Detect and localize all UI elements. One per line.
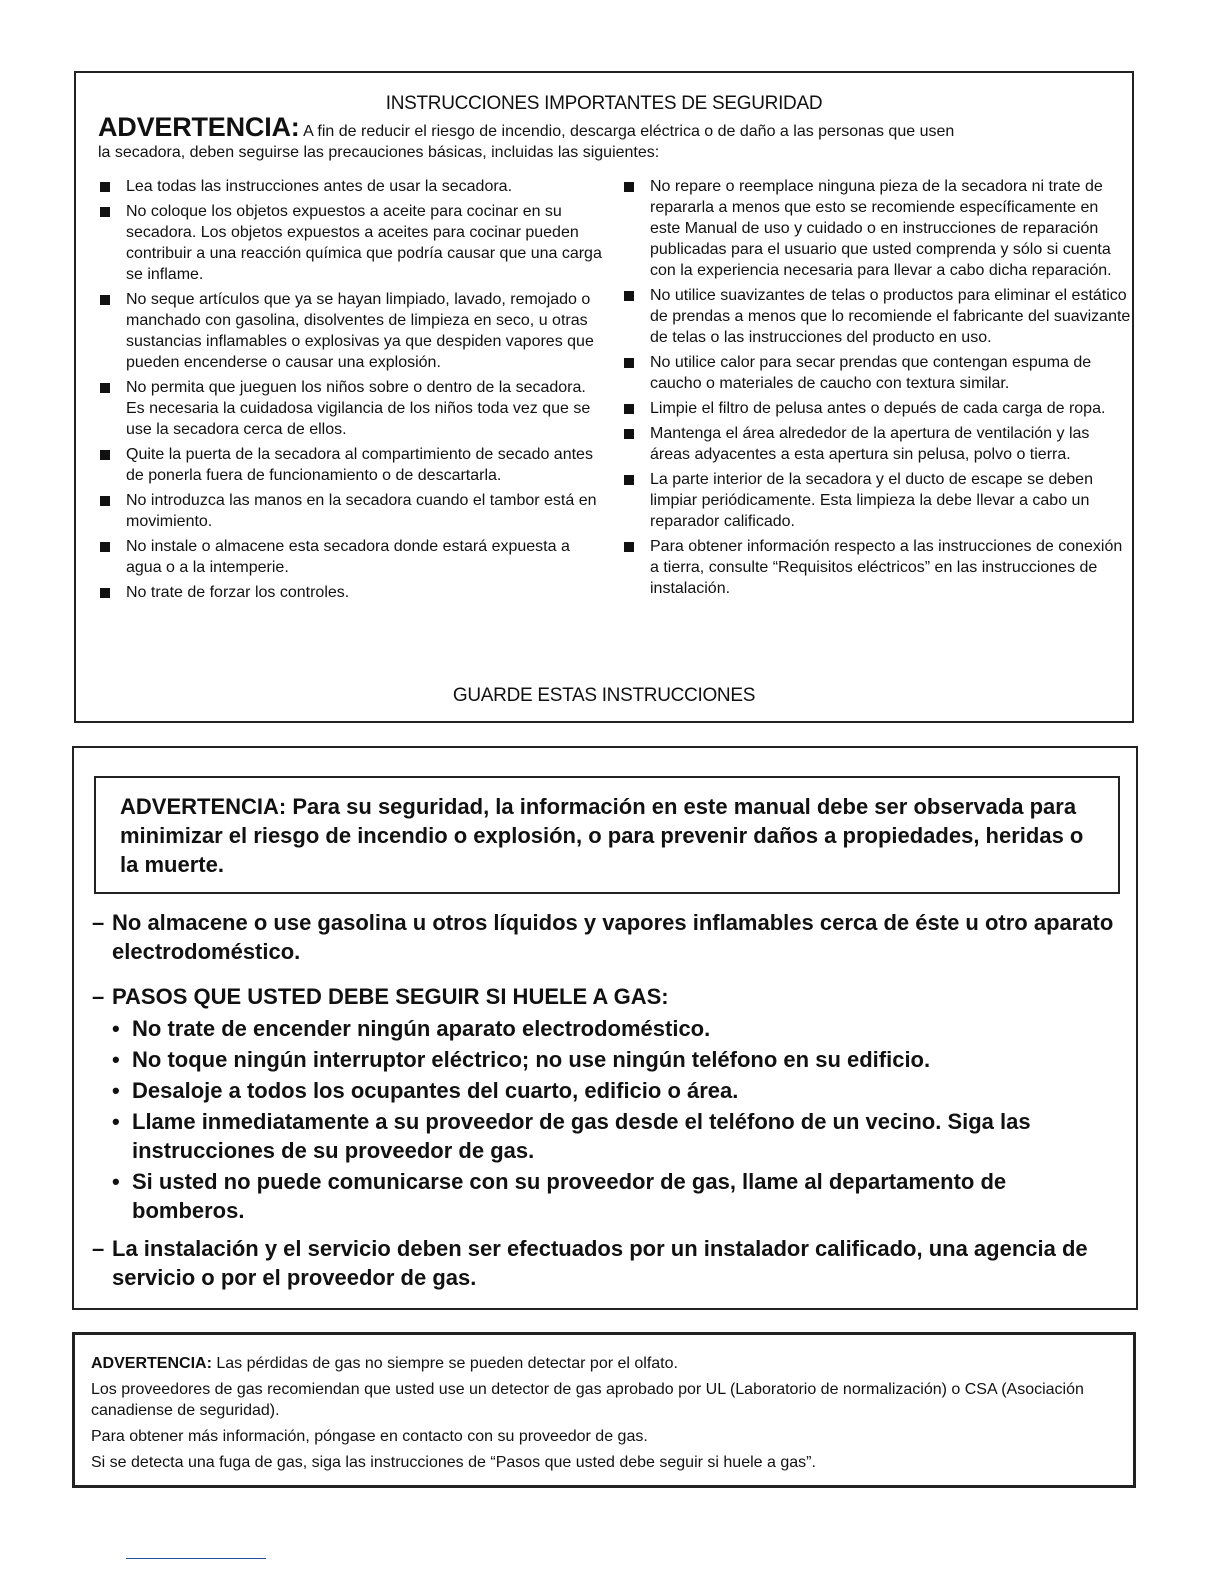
list-item: No coloque los objetos expuestos a aceite para cocinar en su secadora. Los objetos expuestos a aceites para cocinar pueden contribuir a una reacción química que podría causar que una carga se inflame. bbox=[98, 201, 608, 285]
left-column bbox=[98, 176, 608, 607]
square-bullet-icon bbox=[100, 295, 110, 305]
gas-leak-warning-box bbox=[72, 1332, 1136, 1488]
square-bullet-icon bbox=[100, 496, 110, 506]
list-item: No introduzca las manos en la secadora cuando el tambor está en movimiento. bbox=[98, 490, 608, 532]
list-item: • Llame inmediatamente a su proveedor de gas desde el teléfono de un vecino. Siga las instrucciones de su proveedor de gas. bbox=[112, 1109, 1031, 1163]
gas-leak-line2: Los proveedores de gas recomiendan que usted use un detector de gas aprobado por UL (Laboratorio de normalización) o CSA (Asociación canadiense de seguridad). bbox=[91, 1381, 1084, 1419]
warning-intro bbox=[98, 112, 1098, 163]
square-bullet-icon bbox=[624, 358, 634, 368]
list-item: No seque artículos que ya se hayan limpiado, lavado, remojado o manchado con gasolina, disolventes de limpieza en seco, u otras sustancias inflamables o explosivas ya que despiden vapores que pueden encenderse o causar una explosión. bbox=[98, 289, 608, 373]
gas-leak-line4: Si se detecta una fuga de gas, siga las instrucciones de “Pasos que usted debe seguir si huele a gas”. bbox=[91, 1454, 816, 1471]
list-item: Para obtener información respecto a las instrucciones de conexión a tierra, consulte “Requisitos eléctricos” en las instrucciones de instalación. bbox=[622, 536, 1132, 599]
warning-word: ADVERTENCIA: bbox=[91, 1355, 212, 1372]
square-bullet-icon bbox=[624, 475, 634, 485]
square-bullet-icon bbox=[624, 542, 634, 552]
dot-bullet-icon: • bbox=[112, 1109, 120, 1134]
warning-text-line2: la secadora, deben seguirse las precauciones básicas, incluidas las siguientes: bbox=[98, 144, 660, 161]
list-item: • No trate de encender ningún aparato electrodoméstico. bbox=[112, 1016, 711, 1041]
list-item: No utilice suavizantes de telas o productos para eliminar el estático de prendas a menos que lo recomiende el fabricante del suavizante de telas o las instrucciones del producto en uso. bbox=[622, 285, 1132, 348]
list-item: Mantenga el área alrededor de la apertura de ventilación y las áreas adyacentes a esta apertura sin pelusa, polvo o tierra. bbox=[622, 423, 1132, 465]
dash-bullet: – bbox=[92, 984, 105, 1009]
gas-leak-line3: Para obtener más información, póngase en contacto con su proveedor de gas. bbox=[91, 1428, 648, 1445]
warning-item-steps-heading: – PASOS QUE USTED DEBE SEGUIR SI HUELE A GAS: bbox=[92, 984, 669, 1009]
dot-bullet-icon: • bbox=[112, 1016, 120, 1041]
square-bullet-icon bbox=[624, 404, 634, 414]
list-item: No permita que jueguen los niños sobre o dentro de la secadora. Es necesaria la cuidadosa vigilancia de los niños toda vez que se use la secadora cerca de ellos. bbox=[98, 377, 608, 440]
gas-steps-list bbox=[112, 1014, 1112, 1227]
safety-instructions-box bbox=[74, 71, 1134, 723]
list-item: No repare o reemplace ninguna pieza de la secadora ni trate de repararla a menos que esto se recomiende específicamente en este Manual de uso y cuidado o en instrucciones de reparación publicadas para el usuario que usted comprenda y sólo si cuenta con la experiencia necesaria para llevar a cabo dicha reparación. bbox=[622, 176, 1132, 281]
safety-title: INSTRUCCIONES IMPORTANTES DE SEGURIDAD bbox=[385, 93, 823, 114]
warning-item-gasoline: – No almacene o use gasolina u otros líquidos y vapores inflamables cerca de éste u otro aparato electrodoméstico. bbox=[92, 910, 1114, 964]
square-bullet-icon bbox=[100, 588, 110, 598]
boxed-warning: ADVERTENCIA: Para su seguridad, la información en este manual debe ser observada para minimizar el riesgo de incendio o explosión, o para prevenir daños a propiedades, heridas o la muerte. bbox=[94, 776, 1120, 894]
warning-text-line1: A fin de reducir el riesgo de incendio, descarga eléctrica o de daño a las personas que usen bbox=[299, 123, 955, 140]
gas-leak-line1: ADVERTENCIA: Las pérdidas de gas no siempre se pueden detectar por el olfato. bbox=[91, 1355, 678, 1372]
gas-warning-box bbox=[72, 746, 1138, 1310]
warning-word: ADVERTENCIA: bbox=[98, 112, 300, 142]
list-item: Lea todas las instrucciones antes de usar la secadora. bbox=[98, 176, 608, 197]
link-underline bbox=[126, 1558, 266, 1559]
list-item: • Desaloje a todos los ocupantes del cuarto, edificio o área. bbox=[112, 1078, 739, 1103]
list-item: Limpie el filtro de pelusa antes o depués de cada carga de ropa. bbox=[622, 398, 1132, 419]
dash-bullet: – bbox=[92, 910, 105, 935]
square-bullet-icon bbox=[100, 450, 110, 460]
square-bullet-icon bbox=[100, 542, 110, 552]
square-bullet-icon bbox=[624, 291, 634, 301]
square-bullet-icon bbox=[624, 429, 634, 439]
save-instructions-footer: GUARDE ESTAS INSTRUCCIONES bbox=[452, 685, 756, 706]
right-column bbox=[622, 176, 1132, 603]
list-item: La parte interior de la secadora y el ducto de escape se deben limpiar periódicamente. Esta limpieza la debe llevar a cabo un reparador calificado. bbox=[622, 469, 1132, 532]
list-item: No instale o almacene esta secadora donde estará expuesta a agua o a la intemperie. bbox=[98, 536, 608, 578]
square-bullet-icon bbox=[624, 182, 634, 192]
list-item: • No toque ningún interruptor eléctrico; no use ningún teléfono en su edificio. bbox=[112, 1047, 931, 1072]
square-bullet-icon bbox=[100, 207, 110, 217]
list-item: No utilice calor para secar prendas que contengan espuma de caucho o materiales de caucho con textura similar. bbox=[622, 352, 1132, 394]
dot-bullet-icon: • bbox=[112, 1078, 120, 1103]
list-item: • Si usted no puede comunicarse con su proveedor de gas, llame al departamento de bomberos. bbox=[112, 1169, 1007, 1223]
dot-bullet-icon: • bbox=[112, 1047, 120, 1072]
square-bullet-icon bbox=[100, 182, 110, 192]
list-item: No trate de forzar los controles. bbox=[98, 582, 608, 603]
square-bullet-icon bbox=[100, 383, 110, 393]
dash-bullet: – bbox=[92, 1236, 105, 1261]
warning-item-installation: – La instalación y el servicio deben ser efectuados por un instalador calificado, una agencia de servicio o por el proveedor de gas. bbox=[92, 1236, 1088, 1290]
list-item: Quite la puerta de la secadora al compartimiento de secado antes de ponerla fuera de funcionamiento o de descartarla. bbox=[98, 444, 608, 486]
dot-bullet-icon: • bbox=[112, 1169, 120, 1194]
